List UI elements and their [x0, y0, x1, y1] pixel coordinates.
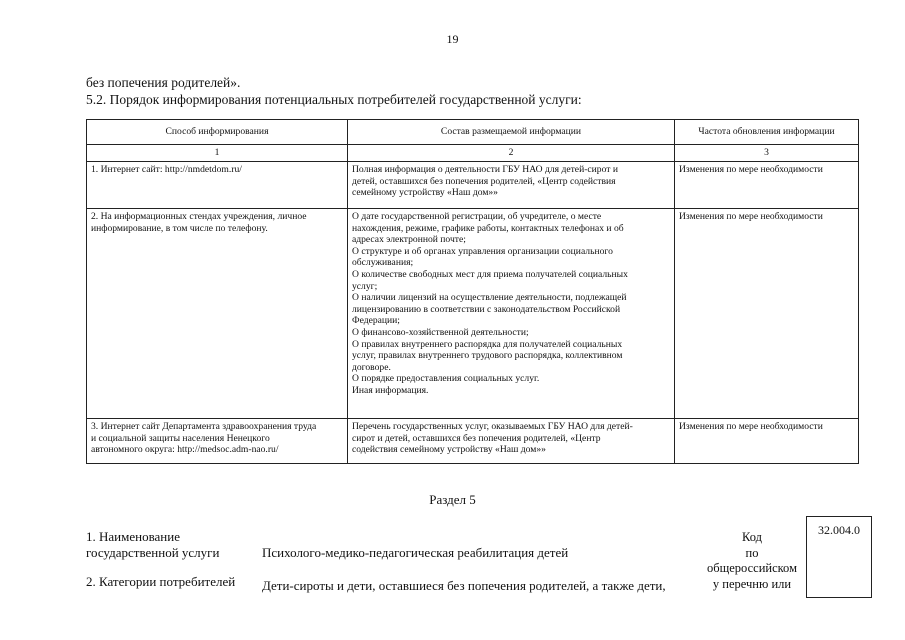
content-line: Перечень государственных услуг, оказываемых ГБУ НАО для детей- — [352, 421, 633, 432]
content-line: детей, оставшихся без попечения родителей, «Центр содействия — [352, 175, 616, 187]
method-line: автономного округа: http://medsoc.adm-nao.ru/ — [91, 444, 279, 456]
consumer-category-value: Дети-сироты и дети, оставшиеся без попечения родителей, а также дети, — [262, 578, 666, 593]
table-row — [87, 419, 859, 464]
frequency-cell: Изменения по мере необходимости — [675, 419, 859, 464]
column-number-2: 2 — [348, 145, 675, 162]
code-box — [806, 516, 872, 598]
frequency-cell: Изменения по мере необходимости — [675, 209, 859, 419]
content-line: Федерации; — [352, 315, 400, 327]
column-number-1: 1 — [87, 145, 348, 162]
service-name-label-2: государственной услуги — [86, 545, 220, 560]
code-label-line: у перечню или — [712, 576, 792, 591]
page-number: 19 — [446, 32, 459, 46]
content-line: сирот и детей, оставшихся без попечения родителей, «Центр — [352, 432, 601, 444]
service-name-value: Психолого-медико-педагогическая реабилитация детей — [262, 545, 569, 560]
code-label-line: общероссийском — [707, 561, 797, 575]
content-line: семейному устройству «Наш дом»» — [352, 187, 498, 199]
content-line: услуг, правилах внутреннего трудового распорядка, коллективном — [352, 350, 623, 362]
method-cell — [87, 209, 348, 419]
intro-line-2: 5.2. Порядок информирования потенциальных потребителей государственной услуги: — [86, 92, 582, 107]
information-table — [86, 119, 859, 464]
content-line: содействия семейному устройству «Наш дом»» — [352, 444, 546, 456]
table-number-row — [87, 145, 859, 162]
content-line: О финансово-хозяйственной деятельности; — [352, 326, 529, 338]
code-label-line: Код — [742, 530, 762, 544]
content-cell — [348, 419, 675, 464]
content-line: Иная информация. — [352, 384, 429, 396]
method-line: и социальной защиты населения Ненецкого — [91, 432, 270, 444]
table-header-row — [87, 120, 859, 145]
column-number-3: 3 — [675, 145, 859, 162]
intro-line-1: без попечения родителей». — [86, 75, 241, 90]
content-line: О структуре и об органах управления организации социального — [352, 245, 613, 257]
content-line: нахождения, режиме, графике работы, контактных телефонах и об — [352, 222, 624, 234]
content-line: лицензированию в соответствии с законодательством Российской — [352, 303, 621, 315]
content-line: О порядке предоставления социальных услуг. — [352, 373, 540, 385]
content-line: О дате государственной регистрации, об учредителе, о месте — [352, 211, 602, 222]
code-label — [700, 530, 804, 592]
method-line: 2. На информационных стендах учреждения, личное — [91, 211, 307, 222]
service-name-label-1: 1. Наименование — [86, 529, 180, 544]
method-cell — [87, 419, 348, 464]
content-cell — [348, 209, 675, 419]
consumer-category-label: 2. Категории потребителей — [86, 574, 236, 589]
content-line: услуг; — [352, 280, 378, 292]
content-cell — [348, 162, 675, 209]
content-line: Полная информация о деятельности ГБУ НАО для детей-сирот и — [352, 164, 618, 175]
table-row — [87, 209, 859, 419]
content-line: адресах электронной почте; — [352, 234, 466, 246]
code-value: 32.004.0 — [818, 523, 860, 537]
method-line: 1. Интернет сайт: http://nmdetdom.ru/ — [91, 164, 242, 175]
header-content: Состав размещаемой информации — [348, 120, 675, 145]
table-row — [87, 162, 859, 209]
intro-text — [86, 74, 582, 108]
content-line: О правилах внутреннего распорядка для получателей социальных — [352, 338, 623, 350]
frequency-cell: Изменения по мере необходимости — [675, 162, 859, 209]
header-frequency: Частота обновления информации — [675, 120, 859, 145]
content-line: О наличии лицензий на осуществление деятельности, подлежащей — [352, 292, 627, 304]
method-line: 3. Интернет сайт Департамента здравоохранения труда — [91, 421, 317, 432]
section-title: Раздел 5 — [429, 492, 476, 507]
content-line: договоре. — [352, 361, 391, 373]
header-method: Способ информирования — [87, 120, 348, 145]
method-cell — [87, 162, 348, 209]
code-label-line: по — [745, 545, 759, 560]
method-line: информирование, в том числе по телефону. — [91, 222, 268, 234]
content-line: О количестве свободных мест для приема получателей социальных — [352, 268, 628, 280]
content-line: обслуживания; — [352, 257, 414, 269]
